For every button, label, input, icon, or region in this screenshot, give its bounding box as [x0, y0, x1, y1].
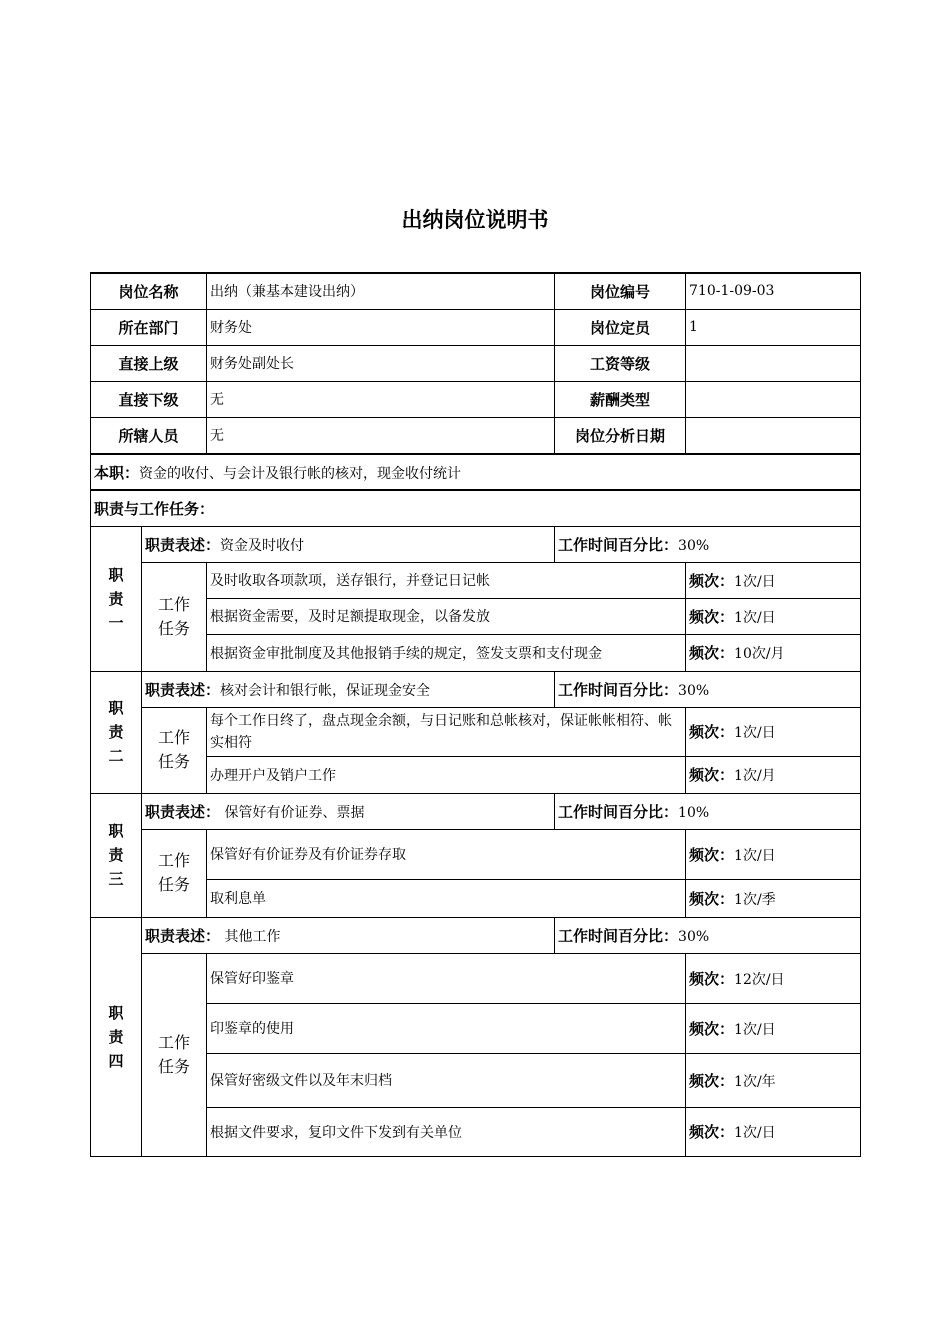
duty-2-task-2: 办理开户及销户工作	[207, 756, 686, 793]
duty-2-task-1-freq: 频次：1次/日	[686, 707, 861, 756]
duty-4-task-4: 根据文件要求，复印文件下发到有关单位	[207, 1107, 686, 1156]
duty-1-task-2: 根据资金需要，及时足额提取现金，以备发放	[207, 598, 686, 634]
core-duty-row	[91, 454, 861, 490]
document-title: 出纳岗位说明书	[401, 208, 549, 232]
duty-2-time-pct: 工作时间百分比：30%	[555, 671, 861, 707]
duty-3-name: 职 责 三	[91, 793, 142, 917]
core-duty-label: 本职：	[94, 463, 140, 482]
duty-4-task-2: 印鉴章的使用	[207, 1003, 686, 1053]
duty-2-name: 职 责 二	[91, 671, 142, 793]
duty-2-task-1: 每个工作日终了，盘点现金余额，与日记账和总帐核对，保证帐帐相符、帐实相符	[207, 707, 686, 756]
position-code-value: 710-1-09-03	[686, 273, 861, 309]
duty-3-task-label: 工作 任务	[142, 829, 207, 917]
duties-section-label: 职责与工作任务：	[91, 490, 861, 526]
duty-3-time-pct: 工作时间百分比：10%	[555, 793, 861, 829]
analysis-date-value	[686, 417, 861, 454]
duty-4-name: 职 责 四	[91, 917, 142, 1156]
duty-4-task-1-freq: 频次：12次/日	[686, 953, 861, 1003]
duty-1-task-3: 根据资金审批制度及其他报销手续的规定，签发支票和支付现金	[207, 634, 686, 671]
position-name-value: 出纳（兼基本建设出纳）	[207, 273, 555, 309]
duty-2-task-label: 工作 任务	[142, 707, 207, 793]
duty-3-task-2: 取利息单	[207, 879, 686, 917]
position-name-label: 岗位名称	[91, 273, 207, 309]
headcount-label: 岗位定员	[555, 309, 686, 345]
duty-3-task-1: 保管好有价证券及有价证券存取	[207, 829, 686, 879]
job-description-table	[90, 272, 861, 1157]
duty-2-desc: 职责表述：核对会计和银行帐，保证现金安全	[142, 671, 555, 707]
headcount-value: 1	[686, 309, 861, 345]
staff-value: 无	[207, 417, 555, 454]
salary-grade-label: 工资等级	[555, 345, 686, 381]
pay-type-value	[686, 381, 861, 417]
duty-4-time-pct: 工作时间百分比：30%	[555, 917, 861, 953]
duty-3-task-1-freq: 频次：1次/日	[686, 829, 861, 879]
position-code-label: 岗位编号	[555, 273, 686, 309]
duty-1-task-1: 及时收取各项款项，送存银行，并登记日记帐	[207, 562, 686, 598]
duty-3-desc: 职责表述： 保管好有价证券、票据	[142, 793, 555, 829]
subordinate-value: 无	[207, 381, 555, 417]
duty-3-task-2-freq: 频次：1次/季	[686, 879, 861, 917]
duty-1-task-2-freq: 频次：1次/日	[686, 598, 861, 634]
duty-4-task-label: 工作 任务	[142, 953, 207, 1156]
duty-2-task-2-freq: 频次：1次/月	[686, 756, 861, 793]
duty-4-task-4-freq: 频次：1次/日	[686, 1107, 861, 1156]
duty-1-name: 职 责 一	[91, 526, 142, 671]
duty-1-task-1-freq: 频次：1次/日	[686, 562, 861, 598]
subordinate-label: 直接下级	[91, 381, 207, 417]
duty-1-time-pct: 工作时间百分比：30%	[555, 526, 861, 562]
pay-type-label: 薪酬类型	[555, 381, 686, 417]
analysis-date-label: 岗位分析日期	[555, 417, 686, 454]
department-label: 所在部门	[91, 309, 207, 345]
superior-label: 直接上级	[91, 345, 207, 381]
duty-4-task-1: 保管好印鉴章	[207, 953, 686, 1003]
superior-value: 财务处副处长	[207, 345, 555, 381]
staff-label: 所辖人员	[91, 417, 207, 454]
duty-4-desc: 职责表述： 其他工作	[142, 917, 555, 953]
core-duty-text: 资金的收付、与会计及银行帐的核对，现金收付统计	[139, 465, 462, 482]
duty-1-task-3-freq: 频次：10次/月	[686, 634, 861, 671]
duty-1-desc: 职责表述：资金及时收付	[142, 526, 555, 562]
duty-1-task-label: 工作 任务	[142, 562, 207, 671]
duty-4-task-2-freq: 频次：1次/日	[686, 1003, 861, 1053]
salary-grade-value	[686, 345, 861, 381]
duty-4-task-3: 保管好密级文件以及年末归档	[207, 1053, 686, 1107]
department-value: 财务处	[207, 309, 555, 345]
duty-4-task-3-freq: 频次：1次/年	[686, 1053, 861, 1107]
